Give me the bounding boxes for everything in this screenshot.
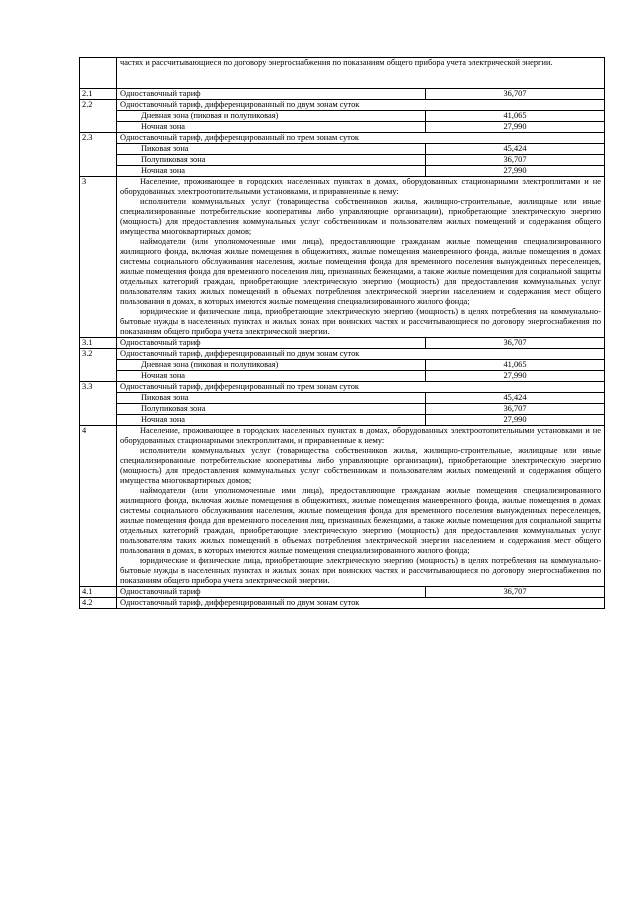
table-row bbox=[80, 349, 605, 360]
table-row bbox=[80, 133, 605, 144]
row-label: Одноставочный тариф, дифференцированный по трем зонам суток bbox=[117, 382, 605, 393]
intro-tail-text: частях и рассчитывающиеся по договору энергоснабжения по показаниям общего прибора учета электрической энергии. bbox=[117, 58, 605, 89]
row-label: Ночная зона bbox=[117, 415, 426, 426]
row-number: 3 bbox=[80, 177, 117, 338]
paragraph-executors: исполнители коммунальных услуг (товарищества собственников жилья, жилищно-строительные, жилищные или иные специализированные потребительские кооперативы либо управляющие организации), приобретающие электрическую энергию (мощность) для предоставления коммунальных услуг собственникам и пользователям жилых помещений и содержания общего имущества многоквартирных домов; bbox=[120, 197, 602, 236]
row-number: 4 bbox=[80, 426, 117, 587]
tariff-table bbox=[79, 57, 605, 609]
table-row bbox=[80, 598, 605, 609]
row-value: 27,990 bbox=[426, 166, 605, 177]
row-label: Пиковая зона bbox=[117, 393, 426, 404]
row-label: Дневная зона (пиковая и полупиковая) bbox=[117, 360, 426, 371]
row-value: 41,065 bbox=[426, 360, 605, 371]
row-label: Одноставочный тариф bbox=[117, 338, 426, 349]
row-number: 2.2 bbox=[80, 100, 117, 133]
table-row bbox=[80, 404, 605, 415]
row-value: 45,424 bbox=[426, 393, 605, 404]
row-number: 3.2 bbox=[80, 349, 117, 382]
table-row bbox=[80, 155, 605, 166]
row-number: 3.3 bbox=[80, 382, 117, 426]
row-label: Одноставочный тариф, дифференцированный по двум зонам суток bbox=[117, 100, 605, 111]
paragraph-landlords: наймодатели (или уполномоченные ими лица), предоставляющие гражданам жилые помещения специализированного жилищного фонда, включая жилые помещения в общежитиях, жилые помещения маневренного фонда, жилые помещения в домах системы социального обслуживания населения, жилые помещения фонда для временного поселения вынужденных переселенцев, жилые помещения фонда для временного поселения лиц, признанных беженцами, а также жилые помещения для социальной защиты отдельных категорий граждан, приобретающие электрическую энергию (мощность) для предоставления коммунальных услуг пользователям таких жилых помещений в объемах потребления электрической энергии населением и содержания мест общего пользования в домах, в которых имеются жилые помещения специализированного жилого фонда; bbox=[120, 486, 602, 555]
tariff-document bbox=[79, 57, 604, 609]
row-label: Одноставочный тариф, дифференцированный по трем зонам суток bbox=[117, 133, 605, 144]
paragraph-legal: юридические и физические лица, приобретающие электрическую энергию (мощность) в целях потребления на коммунально-бытовые нужды в населенных пунктах и жилых зонах при воинских частях и рассчитывающиеся по договору энергоснабжения по показаниям общего прибора учета электрической энергии. bbox=[120, 556, 602, 585]
table-row bbox=[80, 166, 605, 177]
row-label: Одноставочный тариф bbox=[117, 89, 426, 100]
row-value: 36,707 bbox=[426, 155, 605, 166]
row-number: 3.1 bbox=[80, 338, 117, 349]
row-number bbox=[80, 58, 117, 89]
row-value: 36,707 bbox=[426, 89, 605, 100]
row-label: Дневная зона (пиковая и полупиковая) bbox=[117, 111, 426, 122]
table-row bbox=[80, 393, 605, 404]
row-value: 27,990 bbox=[426, 371, 605, 382]
table-row bbox=[80, 111, 605, 122]
row-value: 36,707 bbox=[426, 404, 605, 415]
row-number: 4.1 bbox=[80, 587, 117, 598]
row-label: Ночная зона bbox=[117, 166, 426, 177]
row-label: Одноставочный тариф, дифференцированный по двум зонам суток bbox=[117, 349, 605, 360]
table-row bbox=[80, 360, 605, 371]
row-number: 2.3 bbox=[80, 133, 117, 177]
table-row bbox=[80, 338, 605, 349]
row-label: Полупиковая зона bbox=[117, 155, 426, 166]
row-label: Одноставочный тариф, дифференцированный по двум зонам суток bbox=[117, 598, 605, 609]
group-title: Население, проживающее в городских населенных пунктах в домах, оборудованных электроотопительными установками и не оборудованных стационарными электроплитами, и приравненные к нему: bbox=[120, 426, 602, 445]
table-row bbox=[80, 177, 605, 338]
row-value: 36,707 bbox=[426, 587, 605, 598]
row-label: Полупиковая зона bbox=[117, 404, 426, 415]
paragraph-legal: юридические и физические лица, приобретающие электрическую энергию (мощность) в целях потребления на коммунально-бытовые нужды в населенных пунктах и жилых зонах при воинских частях и рассчитывающиеся по договору энергоснабжения по показаниям общего прибора учета электрической энергии. bbox=[120, 307, 602, 336]
row-value: 36,707 bbox=[426, 338, 605, 349]
row-value: 27,990 bbox=[426, 415, 605, 426]
table-row bbox=[80, 100, 605, 111]
table-row bbox=[80, 426, 605, 587]
row-number: 2.1 bbox=[80, 89, 117, 100]
group-description bbox=[117, 426, 605, 587]
table-row bbox=[80, 89, 605, 100]
row-value: 45,424 bbox=[426, 144, 605, 155]
table-row bbox=[80, 382, 605, 393]
paragraph-executors: исполнители коммунальных услуг (товарищества собственников жилья, жилищно-строительные, жилищные или иные специализированные потребительские кооперативы либо управляющие организации), приобретающие электрическую энергию (мощность) для предоставления коммунальных услуг собственникам и пользователям жилых помещений и содержания общего имущества многоквартирных домов; bbox=[120, 446, 602, 485]
row-label: Ночная зона bbox=[117, 122, 426, 133]
row-label: Ночная зона bbox=[117, 371, 426, 382]
row-value: 41,065 bbox=[426, 111, 605, 122]
paragraph-landlords: наймодатели (или уполномоченные ими лица), предоставляющие гражданам жилые помещения специализированного жилищного фонда, включая жилые помещения в общежитиях, жилые помещения маневренного фонда, жилые помещения в домах системы социального обслуживания населения, жилые помещения фонда для временного поселения вынужденных переселенцев, жилые помещения фонда для временного поселения лиц, признанных беженцами, а также жилые помещения для социальной защиты отдельных категорий граждан, приобретающие электрическую энергию (мощность) для предоставления коммунальных услуг пользователям таких жилых помещений в объемах потребления электрической энергии населением и содержания мест общего пользования в домах, в которых имеются жилые помещения специализированного жилого фонда; bbox=[120, 237, 602, 306]
row-label: Одноставочный тариф bbox=[117, 587, 426, 598]
table-row bbox=[80, 371, 605, 382]
table-row bbox=[80, 415, 605, 426]
row-label: Пиковая зона bbox=[117, 144, 426, 155]
table-row bbox=[80, 587, 605, 598]
table-row bbox=[80, 122, 605, 133]
row-value: 27,990 bbox=[426, 122, 605, 133]
group-title: Население, проживающее в городских населенных пунктах в домах, оборудованных стационарными электроплитами и не оборудованных электроотопительными установками, и приравненные к нему: bbox=[120, 177, 602, 196]
table-row bbox=[80, 144, 605, 155]
table-row bbox=[80, 58, 605, 89]
row-number: 4.2 bbox=[80, 598, 117, 609]
group-description bbox=[117, 177, 605, 338]
